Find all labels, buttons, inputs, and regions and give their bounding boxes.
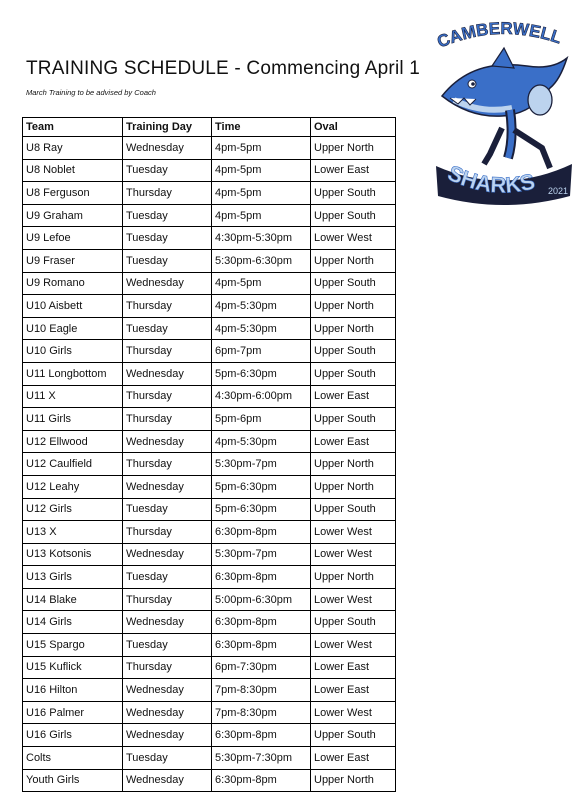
cell-training-day: Wednesday (123, 611, 212, 634)
table-row (23, 137, 396, 160)
cell-training-day: Tuesday (123, 747, 212, 770)
table-row (23, 182, 396, 205)
cell-time: 4pm-5pm (212, 204, 311, 227)
cell-oval: Upper North (311, 769, 396, 792)
cell-time: 6:30pm-8pm (212, 769, 311, 792)
cell-training-day: Wednesday (123, 701, 212, 724)
cell-team: U11 Girls (23, 408, 123, 431)
cell-time: 6:30pm-8pm (212, 724, 311, 747)
cell-training-day: Tuesday (123, 634, 212, 657)
cell-team: U12 Ellwood (23, 430, 123, 453)
cell-training-day: Thursday (123, 453, 212, 476)
cell-training-day: Thursday (123, 182, 212, 205)
cell-training-day: Thursday (123, 588, 212, 611)
cell-oval: Lower East (311, 656, 396, 679)
cell-oval: Lower West (311, 701, 396, 724)
cell-team: U14 Girls (23, 611, 123, 634)
cell-oval: Upper South (311, 182, 396, 205)
cell-training-day: Wednesday (123, 769, 212, 792)
cell-training-day: Wednesday (123, 475, 212, 498)
table-row (23, 362, 396, 385)
logo-year: 2021 (548, 186, 569, 196)
cell-oval: Lower West (311, 543, 396, 566)
table-row (23, 317, 396, 340)
cell-training-day: Tuesday (123, 249, 212, 272)
cell-time: 4pm-5pm (212, 272, 311, 295)
table-row (23, 295, 396, 318)
cell-time: 5pm-6:30pm (212, 475, 311, 498)
cell-time: 5pm-6:30pm (212, 498, 311, 521)
cell-training-day: Thursday (123, 295, 212, 318)
cell-oval: Upper South (311, 724, 396, 747)
cell-team: U13 X (23, 521, 123, 544)
cell-oval: Upper North (311, 453, 396, 476)
table-row (23, 475, 396, 498)
cell-time: 5:00pm-6:30pm (212, 588, 311, 611)
cell-training-day: Thursday (123, 408, 212, 431)
cell-oval: Upper South (311, 204, 396, 227)
cell-oval: Lower East (311, 159, 396, 182)
cell-time: 6:30pm-8pm (212, 566, 311, 589)
cell-team: U13 Girls (23, 566, 123, 589)
table-row (23, 227, 396, 250)
table-row (23, 521, 396, 544)
cell-time: 4:30pm-5:30pm (212, 227, 311, 250)
cell-training-day: Tuesday (123, 498, 212, 521)
cell-oval: Lower West (311, 521, 396, 544)
column-header-oval: Oval (311, 118, 396, 137)
cell-team: U13 Kotsonis (23, 543, 123, 566)
cell-team: U12 Leahy (23, 475, 123, 498)
cell-team: U10 Eagle (23, 317, 123, 340)
column-header-time: Time (212, 118, 311, 137)
table-row (23, 656, 396, 679)
cell-team: U10 Aisbett (23, 295, 123, 318)
cell-training-day: Thursday (123, 656, 212, 679)
cell-oval: Upper South (311, 408, 396, 431)
cell-training-day: Tuesday (123, 227, 212, 250)
cell-time: 5:30pm-7:30pm (212, 747, 311, 770)
cell-training-day: Thursday (123, 340, 212, 363)
cell-team: U9 Romano (23, 272, 123, 295)
cell-training-day: Wednesday (123, 679, 212, 702)
cell-oval: Upper South (311, 340, 396, 363)
cell-time: 7pm-8:30pm (212, 679, 311, 702)
cell-training-day: Wednesday (123, 430, 212, 453)
cell-team: U15 Kuflick (23, 656, 123, 679)
cell-oval: Upper North (311, 249, 396, 272)
cell-team: U12 Girls (23, 498, 123, 521)
cell-team: Colts (23, 747, 123, 770)
cell-oval: Lower East (311, 385, 396, 408)
table-body (23, 137, 396, 792)
table-header-row (23, 118, 396, 137)
table-row (23, 634, 396, 657)
cell-team: U8 Noblet (23, 159, 123, 182)
table-row (23, 701, 396, 724)
training-schedule-table (22, 117, 396, 792)
cell-oval: Upper South (311, 272, 396, 295)
table-row (23, 453, 396, 476)
cell-time: 5:30pm-7pm (212, 453, 311, 476)
shark-mascot (442, 48, 567, 168)
cell-training-day: Wednesday (123, 362, 212, 385)
cell-oval: Upper North (311, 566, 396, 589)
cell-team: U16 Palmer (23, 701, 123, 724)
table-row (23, 566, 396, 589)
cell-training-day: Thursday (123, 521, 212, 544)
cell-team: U12 Caulfield (23, 453, 123, 476)
table-row (23, 679, 396, 702)
table-row (23, 724, 396, 747)
cell-time: 6pm-7:30pm (212, 656, 311, 679)
table-row (23, 249, 396, 272)
page-title: TRAINING SCHEDULE - Commencing April 1 (26, 58, 421, 79)
cell-oval: Upper North (311, 137, 396, 160)
cell-training-day: Wednesday (123, 724, 212, 747)
table-row (23, 498, 396, 521)
table-row (23, 408, 396, 431)
table-row (23, 747, 396, 770)
table-row (23, 385, 396, 408)
cell-time: 6:30pm-8pm (212, 634, 311, 657)
column-header-team: Team (23, 118, 123, 137)
cell-training-day: Wednesday (123, 272, 212, 295)
cell-team: U11 X (23, 385, 123, 408)
cell-time: 4pm-5pm (212, 159, 311, 182)
table-row (23, 159, 396, 182)
logo-bottom-text: SHARKS (443, 159, 538, 198)
cell-time: 4pm-5:30pm (212, 317, 311, 340)
cell-team: U16 Hilton (23, 679, 123, 702)
cell-team: U8 Ray (23, 137, 123, 160)
cell-oval: Lower West (311, 634, 396, 657)
cell-oval: Upper South (311, 362, 396, 385)
cell-oval: Upper South (311, 498, 396, 521)
cell-time: 6pm-7pm (212, 340, 311, 363)
cell-oval: Upper North (311, 475, 396, 498)
cell-training-day: Tuesday (123, 159, 212, 182)
cell-time: 4pm-5pm (212, 137, 311, 160)
cell-time: 4pm-5:30pm (212, 430, 311, 453)
table-row (23, 272, 396, 295)
page-subtitle: March Training to be advised by Coach (26, 88, 156, 97)
cell-time: 4:30pm-6:00pm (212, 385, 311, 408)
cell-time: 5pm-6pm (212, 408, 311, 431)
cell-team: U9 Graham (23, 204, 123, 227)
cell-time: 6:30pm-8pm (212, 611, 311, 634)
table-row (23, 340, 396, 363)
cell-time: 5:30pm-6:30pm (212, 249, 311, 272)
cell-training-day: Wednesday (123, 543, 212, 566)
cell-oval: Lower West (311, 227, 396, 250)
cell-training-day: Tuesday (123, 317, 212, 340)
cell-training-day: Tuesday (123, 204, 212, 227)
table-row (23, 588, 396, 611)
cell-oval: Lower East (311, 747, 396, 770)
cell-team: Youth Girls (23, 769, 123, 792)
cell-time: 6:30pm-8pm (212, 521, 311, 544)
cell-oval: Lower West (311, 588, 396, 611)
cell-oval: Upper South (311, 611, 396, 634)
table-row (23, 769, 396, 792)
cell-team: U9 Fraser (23, 249, 123, 272)
cell-team: U10 Girls (23, 340, 123, 363)
camberwell-sharks-logo (432, 18, 577, 208)
column-header-training-day: Training Day (123, 118, 212, 137)
cell-oval: Lower East (311, 679, 396, 702)
table-row (23, 543, 396, 566)
cell-training-day: Wednesday (123, 137, 212, 160)
cell-training-day: Thursday (123, 385, 212, 408)
cell-team: U8 Ferguson (23, 182, 123, 205)
logo-top-text: CAMBERWELL (434, 18, 565, 52)
cell-time: 7pm-8:30pm (212, 701, 311, 724)
cell-oval: Lower East (311, 430, 396, 453)
cell-oval: Upper North (311, 317, 396, 340)
cell-team: U9 Lefoe (23, 227, 123, 250)
cell-team: U14 Blake (23, 588, 123, 611)
cell-time: 4pm-5pm (212, 182, 311, 205)
cell-training-day: Tuesday (123, 566, 212, 589)
cell-team: U16 Girls (23, 724, 123, 747)
table-row (23, 611, 396, 634)
table-row (23, 430, 396, 453)
cell-oval: Upper North (311, 295, 396, 318)
cell-time: 4pm-5:30pm (212, 295, 311, 318)
cell-time: 5:30pm-7pm (212, 543, 311, 566)
cell-team: U15 Spargo (23, 634, 123, 657)
cell-team: U11 Longbottom (23, 362, 123, 385)
table-row (23, 204, 396, 227)
cell-time: 5pm-6:30pm (212, 362, 311, 385)
